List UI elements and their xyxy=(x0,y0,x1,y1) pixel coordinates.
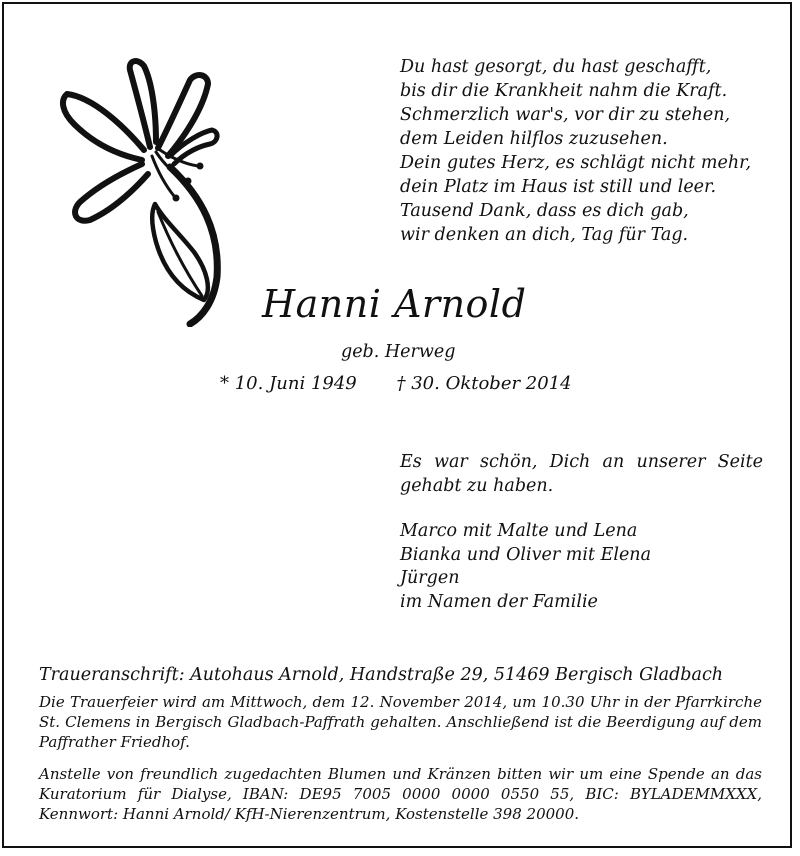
life-dates xyxy=(220,373,572,394)
donation-info: Anstelle von freundlich zugedachten Blumen und Kränzen bitten wir um eine Spende an das Kuratorium für Dialyse, IBAN: DE95 7005 0000 0000 0550 55, BIC: BYLADEMMXXX, Kennwort: Hanni Arnold/ KfH-Nierenzentrum, Kostenstelle 398 20000. xyxy=(39,765,762,823)
poem-line: Schmerzlich war's, vor dir zu stehen, xyxy=(400,105,731,125)
funeral-info: Die Trauerfeier wird am Mittwoch, dem 12. November 2014, um 10.30 Uhr in der Pfarrkirche St. Clemens in Bergisch Gladbach-Paffrath gehalten. Anschließend ist die Beerdigung auf dem Paffrather Friedhof. xyxy=(39,693,762,751)
poem-line: dem Leiden hilflos zuzusehen. xyxy=(400,129,668,149)
farewell-quote: Es war schön, Dich an unserer Seite gehabt zu haben. xyxy=(400,452,763,496)
poem xyxy=(400,55,770,247)
poem-line: dein Platz im Haus ist still und leer. xyxy=(400,177,717,197)
poem-line: Tausend Dank, dass es dich gab, xyxy=(400,201,689,221)
family-line: Bianka und Oliver mit Elena xyxy=(400,544,651,565)
mourning-address: Traueranschrift: Autohaus Arnold, Handstraße 29, 51469 Bergisch Gladbach xyxy=(39,665,724,685)
poem-line: Dein gutes Herz, es schlägt nicht mehr, xyxy=(400,153,752,173)
birth-date: * 10. Juni 1949 xyxy=(220,373,357,394)
death-date: † 30. Oktober 2014 xyxy=(396,373,572,394)
poem-line: wir denken an dich, Tag für Tag. xyxy=(400,225,689,245)
poem-line: Du hast gesorgt, du hast geschafft, xyxy=(400,57,712,77)
lily-flower-icon xyxy=(52,52,232,327)
family-line: im Namen der Familie xyxy=(400,591,598,612)
family-line: Jürgen xyxy=(400,568,460,588)
maiden-name: geb. Herweg xyxy=(341,342,456,362)
deceased-name: Hanni Arnold xyxy=(262,282,527,326)
poem-line: bis dir die Krankheit nahm die Kraft. xyxy=(400,81,728,101)
family-signature xyxy=(400,520,651,614)
family-line: Marco mit Malte und Lena xyxy=(400,521,638,541)
